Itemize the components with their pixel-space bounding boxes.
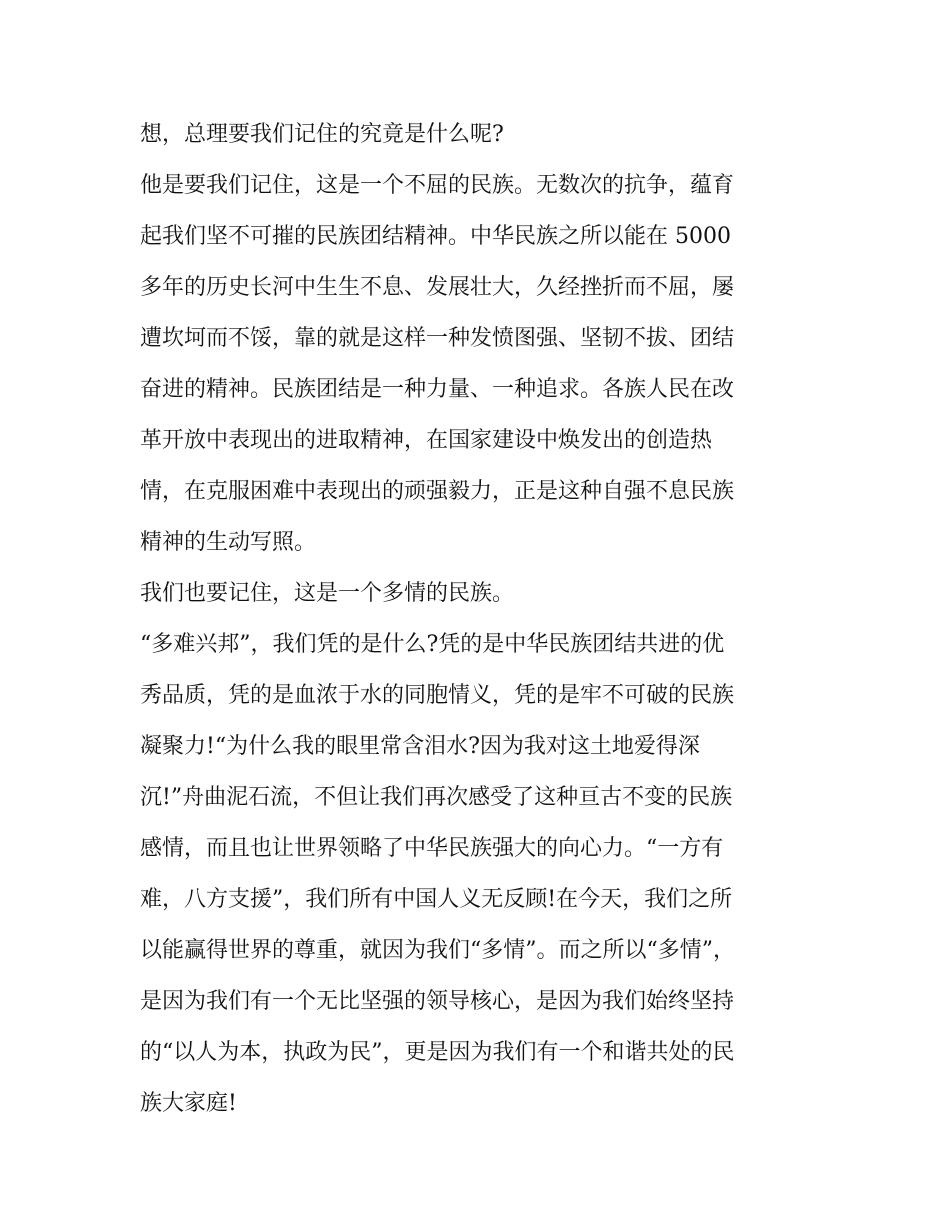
- text-line: 遭坎坷而不馁，靠的就是这样一种发愤图强、坚韧不拔、团结: [140, 326, 735, 351]
- body-text: [140, 109, 820, 1129]
- text-line: 的“以人为本，执政为民”，更是因为我们有一个和谐共处的民: [140, 1040, 735, 1065]
- text-line: 精神的生动写照。: [140, 530, 317, 555]
- text-line: 我们也要记住，这是一个多情的民族。: [140, 581, 515, 606]
- text-line: 情，在克服困难中表现出的顽强毅力，正是这种自强不息民族: [140, 479, 735, 504]
- text-line: 奋进的精神。民族团结是一种力量、一种追求。各族人民在改: [140, 377, 735, 402]
- text-line: 感情，而且也让世界领略了中华民族强大的向心力。“一方有: [140, 836, 724, 861]
- text-line: 起我们坚不可摧的民族团结精神。中华民族之所以能在 5000: [140, 224, 731, 249]
- text-line: 革开放中表现出的进取精神，在国家建设中焕发出的创造热: [140, 428, 713, 453]
- text-line: 沉!”舟曲泥石流，不但让我们再次感受了这种亘古不变的民族: [140, 785, 733, 810]
- text-line: 秀品质，凭的是血浓于水的同胞情义，凭的是牢不可破的民族: [140, 683, 735, 708]
- text-line: “多难兴邦”，我们凭的是什么?凭的是中华民族团结共进的优: [140, 632, 725, 657]
- text-line: 以能赢得世界的尊重，就因为我们“多情”。而之所以“多情”，: [140, 938, 735, 963]
- text-line: 族大家庭!: [140, 1091, 237, 1116]
- text-line: 难，八方支援”，我们所有中国人义无反顾!在今天，我们之所: [140, 887, 733, 912]
- text-line: 他是要我们记住，这是一个不屈的民族。无数次的抗争，蕴育: [140, 173, 735, 198]
- text-line: 是因为我们有一个无比坚强的领导核心，是因为我们始终坚持: [140, 989, 735, 1014]
- text-line: 凝聚力!“为什么我的眼里常含泪水?因为我对这土地爱得深: [140, 734, 700, 759]
- text-line: 想，总理要我们记住的究竟是什么呢?: [140, 122, 504, 147]
- text-line: 多年的历史长河中生生不息、发展壮大，久经挫折而不屈，屡: [140, 275, 735, 300]
